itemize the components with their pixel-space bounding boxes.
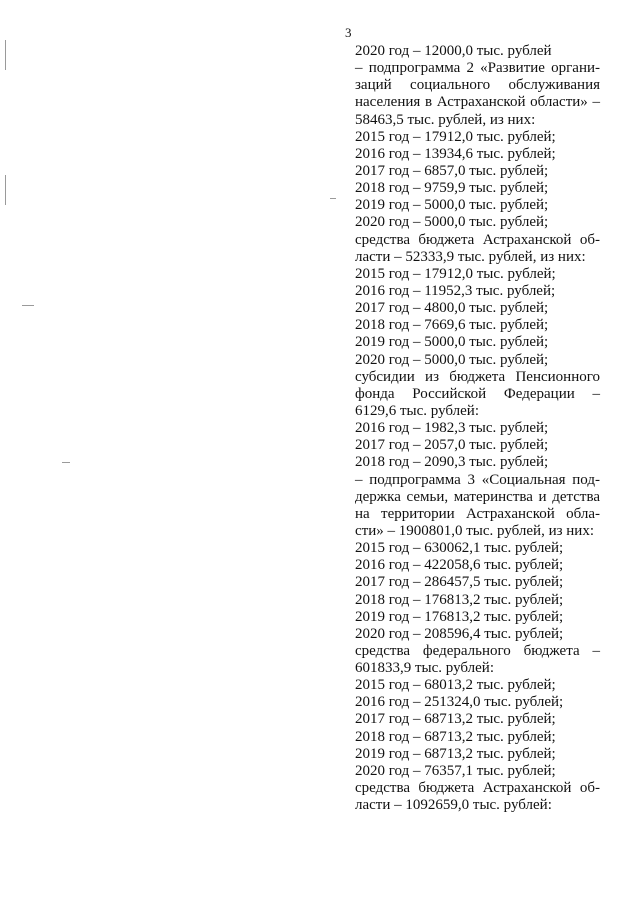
- text-line: 2017 год – 4800,0 тыс. рублей;: [355, 300, 549, 317]
- scan-mark: [22, 305, 34, 306]
- scan-mark: [5, 175, 6, 205]
- text-line: средства бюджета Астраханской об-: [355, 231, 600, 248]
- text-line: держка семьи, материнства и детства: [355, 488, 600, 505]
- scan-mark: [62, 462, 70, 463]
- text-line: фонда Российской Федерации –: [355, 385, 600, 402]
- text-line: 2018 год – 7669,6 тыс. рублей;: [355, 317, 549, 334]
- text-line: 2020 год – 5000,0 тыс. рублей;: [355, 214, 549, 231]
- text-line: 2020 год – 208596,4 тыс. рублей;: [355, 625, 564, 642]
- text-line: – подпрограмма 3 «Социальная под-: [355, 471, 600, 488]
- text-line: средства федерального бюджета –: [355, 642, 600, 659]
- text-line: 2019 год – 68713,2 тыс. рублей;: [355, 745, 556, 762]
- text-line: 2016 год – 13934,6 тыс. рублей;: [355, 145, 556, 162]
- text-line: 2015 год – 17912,0 тыс. рублей;: [355, 128, 556, 145]
- text-line: заций социального обслуживания: [355, 77, 600, 94]
- text-line: 2015 год – 68013,2 тыс. рублей;: [355, 677, 556, 694]
- text-line: ласти – 1092659,0 тыс. рублей:: [355, 797, 552, 814]
- text-line: 2017 год – 68713,2 тыс. рублей;: [355, 711, 556, 728]
- text-line: 2020 год – 76357,1 тыс. рублей;: [355, 762, 556, 779]
- text-line: 2019 год – 5000,0 тыс. рублей;: [355, 334, 549, 351]
- text-line: 2017 год – 6857,0 тыс. рублей;: [355, 162, 549, 179]
- text-line: 2018 год – 9759,9 тыс. рублей;: [355, 180, 549, 197]
- scan-mark: [5, 40, 6, 70]
- text-line: 2016 год – 1982,3 тыс. рублей;: [355, 420, 549, 437]
- text-line: 2016 год – 251324,0 тыс. рублей;: [355, 694, 564, 711]
- text-line: 2020 год – 5000,0 тыс. рублей;: [355, 351, 549, 368]
- page-number: 3: [345, 25, 352, 40]
- text-line: на территории Астраханской обла-: [355, 505, 600, 522]
- text-line: 2016 год – 11952,3 тыс. рублей;: [355, 282, 556, 299]
- scan-mark: [330, 198, 336, 199]
- document-text-column: [355, 43, 600, 814]
- text-line: 2016 год – 422058,6 тыс. рублей;: [355, 557, 564, 574]
- text-line: 2015 год – 17912,0 тыс. рублей;: [355, 265, 556, 282]
- text-line: субсидии из бюджета Пенсионного: [355, 368, 600, 385]
- text-line: ласти – 52333,9 тыс. рублей, из них:: [355, 248, 586, 265]
- text-line: населения в Астраханской области» –: [355, 94, 600, 111]
- text-line: 2017 год – 2057,0 тыс. рублей;: [355, 437, 549, 454]
- text-line: сти» – 1900801,0 тыс. рублей, из них:: [355, 522, 594, 539]
- text-line: 58463,5 тыс. рублей, из них:: [355, 111, 536, 128]
- text-line: 2018 год – 2090,3 тыс. рублей;: [355, 454, 549, 471]
- text-line: 2015 год – 630062,1 тыс. рублей;: [355, 540, 564, 557]
- text-line: – подпрограмма 2 «Развитие органи-: [355, 60, 600, 77]
- text-line: средства бюджета Астраханской об-: [355, 780, 600, 797]
- text-line: 2017 год – 286457,5 тыс. рублей;: [355, 574, 564, 591]
- text-line: 6129,6 тыс. рублей:: [355, 402, 479, 419]
- text-line: 2019 год – 5000,0 тыс. рублей;: [355, 197, 549, 214]
- text-line: 601833,9 тыс. рублей:: [355, 660, 494, 677]
- text-line: 2018 год – 176813,2 тыс. рублей;: [355, 591, 564, 608]
- text-line: 2020 год – 12000,0 тыс. рублей: [355, 43, 552, 59]
- text-line: 2018 год – 68713,2 тыс. рублей;: [355, 728, 556, 745]
- text-line: 2019 год – 176813,2 тыс. рублей;: [355, 608, 564, 625]
